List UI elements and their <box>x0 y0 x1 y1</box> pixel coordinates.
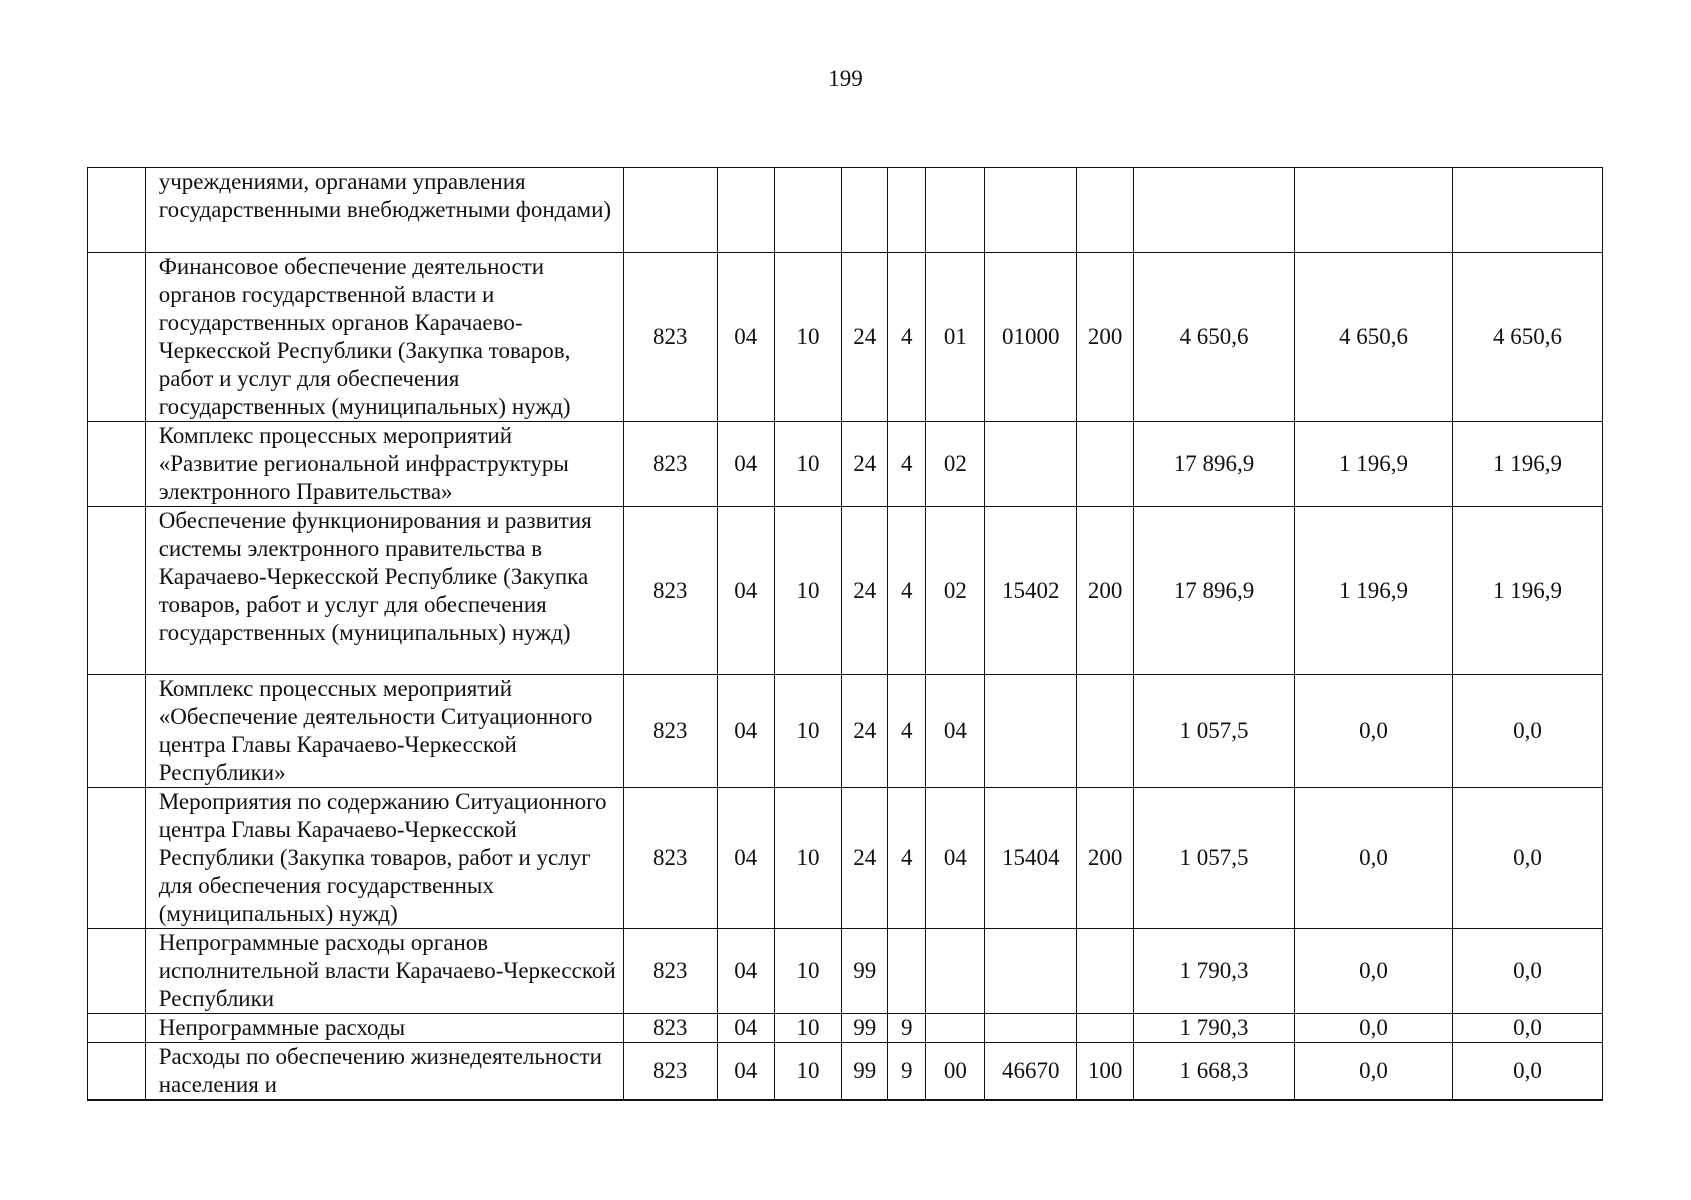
subsection-cell <box>774 168 842 253</box>
amount-year-3-cell: 0,0 <box>1453 1043 1603 1101</box>
amount-year-3-cell: 0,0 <box>1453 675 1603 788</box>
amount-year-2-cell: 1 196,9 <box>1295 507 1453 675</box>
expense-type-cell <box>1077 1014 1134 1043</box>
subprogram-cell <box>887 168 925 253</box>
amount-year-3-cell: 0,0 <box>1453 1014 1603 1043</box>
section-cell: 04 <box>717 1014 774 1043</box>
table-row <box>88 253 1603 422</box>
amount-year-3-cell: 4 650,6 <box>1453 253 1603 422</box>
row-number-cell <box>88 507 146 675</box>
subsection-cell: 10 <box>774 507 842 675</box>
row-number-cell <box>88 422 146 507</box>
measure-cell <box>926 168 985 253</box>
program-cell: 99 <box>842 1043 888 1101</box>
ministry-code-cell: 823 <box>623 929 717 1014</box>
expense-type-cell <box>1077 675 1134 788</box>
subsection-cell: 10 <box>774 1014 842 1043</box>
subprogram-cell: 4 <box>887 253 925 422</box>
expense-type-cell: 200 <box>1077 788 1134 929</box>
section-cell: 04 <box>717 253 774 422</box>
section-cell: 04 <box>717 675 774 788</box>
ministry-code-cell <box>623 168 717 253</box>
ministry-code-cell: 823 <box>623 253 717 422</box>
measure-cell: 02 <box>926 507 985 675</box>
program-cell: 24 <box>842 675 888 788</box>
subprogram-cell: 9 <box>887 1014 925 1043</box>
expense-type-cell <box>1077 422 1134 507</box>
row-number-cell <box>88 1014 146 1043</box>
row-name-cell: учреждениями, органами управления государственными внебюджетными фондами) <box>145 168 623 253</box>
measure-cell: 01 <box>926 253 985 422</box>
amount-year-3-cell: 0,0 <box>1453 788 1603 929</box>
subsection-cell: 10 <box>774 788 842 929</box>
expense-type-cell <box>1077 929 1134 1014</box>
amount-year-1-cell: 1 057,5 <box>1134 675 1295 788</box>
expense-type-cell: 100 <box>1077 1043 1134 1101</box>
measure-cell: 04 <box>926 788 985 929</box>
section-cell <box>717 168 774 253</box>
subprogram-cell <box>887 929 925 1014</box>
row-number-cell <box>88 253 146 422</box>
table-row <box>88 422 1603 507</box>
row-name-cell: Расходы по обеспечению жизнедеятельности населения и <box>145 1043 623 1101</box>
amount-year-1-cell: 17 896,9 <box>1134 507 1295 675</box>
subprogram-cell: 9 <box>887 1043 925 1101</box>
amount-year-3-cell <box>1453 168 1603 253</box>
table-row <box>88 1014 1603 1043</box>
measure-cell <box>926 1014 985 1043</box>
budget-table <box>87 167 1603 1101</box>
subprogram-cell: 4 <box>887 422 925 507</box>
table-row <box>88 929 1603 1014</box>
direction-cell: 15404 <box>985 788 1077 929</box>
amount-year-3-cell: 1 196,9 <box>1453 422 1603 507</box>
subsection-cell: 10 <box>774 675 842 788</box>
amount-year-3-cell: 0,0 <box>1453 929 1603 1014</box>
ministry-code-cell: 823 <box>623 507 717 675</box>
amount-year-2-cell: 4 650,6 <box>1295 253 1453 422</box>
section-cell: 04 <box>717 507 774 675</box>
subprogram-cell: 4 <box>887 507 925 675</box>
page-number: 199 <box>828 66 863 91</box>
expense-type-cell <box>1077 168 1134 253</box>
row-number-cell <box>88 675 146 788</box>
direction-cell: 01000 <box>985 253 1077 422</box>
amount-year-2-cell: 0,0 <box>1295 675 1453 788</box>
section-cell: 04 <box>717 1043 774 1101</box>
row-name-cell: Мероприятия по содержанию Ситуационного центра Главы Карачаево-Черкесской Республики (Закупка товаров, работ и услуг для обеспечения государственных (муниципальных) нужд) <box>145 788 623 929</box>
section-cell: 04 <box>717 929 774 1014</box>
measure-cell <box>926 929 985 1014</box>
amount-year-2-cell: 0,0 <box>1295 1014 1453 1043</box>
direction-cell <box>985 422 1077 507</box>
direction-cell <box>985 929 1077 1014</box>
amount-year-1-cell: 1 057,5 <box>1134 788 1295 929</box>
program-cell: 99 <box>842 1014 888 1043</box>
row-number-cell <box>88 168 146 253</box>
table-row <box>88 788 1603 929</box>
row-number-cell <box>88 1043 146 1101</box>
row-number-cell <box>88 929 146 1014</box>
table-row <box>88 507 1603 675</box>
amount-year-2-cell: 0,0 <box>1295 788 1453 929</box>
subsection-cell: 10 <box>774 253 842 422</box>
table-row <box>88 168 1603 253</box>
subsection-cell: 10 <box>774 1043 842 1101</box>
subsection-cell: 10 <box>774 422 842 507</box>
direction-cell: 15402 <box>985 507 1077 675</box>
direction-cell <box>985 1014 1077 1043</box>
expense-type-cell: 200 <box>1077 253 1134 422</box>
amount-year-3-cell: 1 196,9 <box>1453 507 1603 675</box>
measure-cell: 04 <box>926 675 985 788</box>
row-name-cell: Непрограммные расходы органов исполнительной власти Карачаево-Черкесской Республики <box>145 929 623 1014</box>
row-name-cell: Обеспечение функционирования и развития системы электронного правительства в Карачаево-Черкесской Республике (Закупка товаров, работ и услуг для обеспечения государственных (муниципальных) нужд) <box>145 507 623 675</box>
row-name-cell: Комплекс процессных мероприятий «Обеспечение деятельности Ситуационного центра Главы Карачаево-Черкесской Республики» <box>145 675 623 788</box>
section-cell: 04 <box>717 788 774 929</box>
amount-year-2-cell: 0,0 <box>1295 929 1453 1014</box>
measure-cell: 00 <box>926 1043 985 1101</box>
subprogram-cell: 4 <box>887 788 925 929</box>
program-cell: 24 <box>842 788 888 929</box>
section-cell: 04 <box>717 422 774 507</box>
ministry-code-cell: 823 <box>623 422 717 507</box>
program-cell: 24 <box>842 253 888 422</box>
amount-year-2-cell: 0,0 <box>1295 1043 1453 1101</box>
amount-year-1-cell <box>1134 168 1295 253</box>
ministry-code-cell: 823 <box>623 1014 717 1043</box>
amount-year-1-cell: 1 668,3 <box>1134 1043 1295 1101</box>
row-name-cell: Финансовое обеспечение деятельности органов государственной власти и государственных органов Карачаево-Черкесской Республики (Закупка товаров, работ и услуг для обеспечения государственных (муниципальных) нужд) <box>145 253 623 422</box>
row-name-cell: Непрограммные расходы <box>145 1014 623 1043</box>
subprogram-cell: 4 <box>887 675 925 788</box>
measure-cell: 02 <box>926 422 985 507</box>
subsection-cell: 10 <box>774 929 842 1014</box>
amount-year-1-cell: 4 650,6 <box>1134 253 1295 422</box>
amount-year-1-cell: 1 790,3 <box>1134 1014 1295 1043</box>
row-number-cell <box>88 788 146 929</box>
amount-year-2-cell <box>1295 168 1453 253</box>
ministry-code-cell: 823 <box>623 788 717 929</box>
ministry-code-cell: 823 <box>623 675 717 788</box>
table-row <box>88 675 1603 788</box>
direction-cell <box>985 168 1077 253</box>
row-name-cell: Комплекс процессных мероприятий «Развитие региональной инфраструктуры электронного Правительства» <box>145 422 623 507</box>
amount-year-2-cell: 1 196,9 <box>1295 422 1453 507</box>
expense-type-cell: 200 <box>1077 507 1134 675</box>
ministry-code-cell: 823 <box>623 1043 717 1101</box>
program-cell: 24 <box>842 422 888 507</box>
amount-year-1-cell: 17 896,9 <box>1134 422 1295 507</box>
direction-cell: 46670 <box>985 1043 1077 1101</box>
program-cell: 24 <box>842 507 888 675</box>
program-cell: 99 <box>842 929 888 1014</box>
amount-year-1-cell: 1 790,3 <box>1134 929 1295 1014</box>
direction-cell <box>985 675 1077 788</box>
table-row <box>88 1043 1603 1101</box>
program-cell <box>842 168 888 253</box>
